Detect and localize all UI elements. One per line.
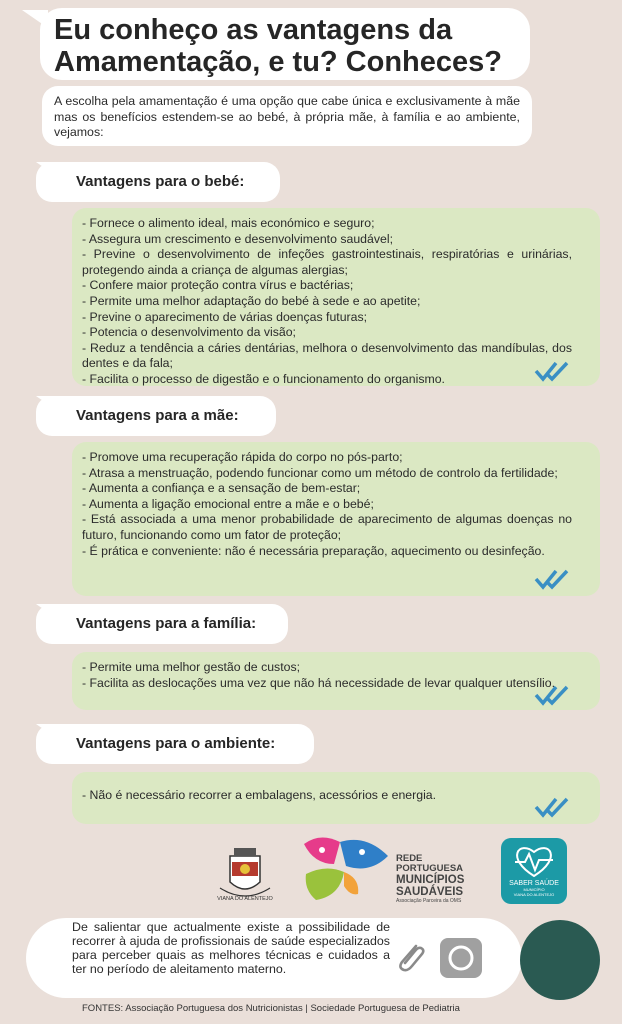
list-item: - Potencia o desenvolvimento da visão; <box>82 325 296 340</box>
list-item: - Permite uma melhor gestão de custos; <box>82 660 301 674</box>
rede-line-4: SAUDÁVEIS <box>396 886 464 898</box>
list-item: - Atrasa a menstruação, podendo funcionar como um método de controlo da fertilidade; <box>82 465 558 480</box>
paperclip-icon[interactable] <box>392 940 428 976</box>
crest-caption: VIANA DO ALENTEJO <box>217 896 273 902</box>
double-check-icon <box>534 684 570 706</box>
list-item: - Assegura um crescimento e desenvolvimento saudável; <box>82 231 393 246</box>
section-ambiente-title: Vantagens para o ambiente: <box>36 724 314 764</box>
list-item: - Aumenta a ligação emocional entre a mãe e o bebé; <box>82 496 374 511</box>
rede-line-1: REDE <box>396 853 423 864</box>
camera-icon[interactable] <box>440 938 482 978</box>
list-item: - Reduz a tendência a cáries dentárias, melhora o desenvolvimento das mandíbulas, dos dentes e da fala; <box>82 340 572 371</box>
list-item: - Facilita o processo de digestão e o funcionamento do organismo. <box>82 371 445 386</box>
section-mae-title: Vantagens para a mãe: <box>36 396 276 436</box>
title-bubble-tail <box>22 10 48 28</box>
footer-message-text: De salientar que actualmente existe a possibilidade de recorrer à ajuda de profissionais de saúde especializados para perceber quais as melhores técnicas e cuidados a ter no período de aleitamento materno. <box>72 920 390 976</box>
title-line-2: Amamentação, e tu? Conheces? <box>54 46 502 78</box>
list-item: - Confere maior proteção contra vírus e bactérias; <box>82 278 354 293</box>
section-ambiente-list <box>72 772 600 824</box>
intro-text: A escolha pela amamentação é uma opção que cabe única e exclusivamente à mãe mas os benefícios estendem-se ao bebé, à própria mãe, à família e ao ambiente, vejamos: <box>54 94 520 139</box>
sources-text: FONTES: Associação Portuguesa dos Nutricionistas | Sociedade Portuguesa de Pediatria <box>82 1003 460 1014</box>
double-check-icon <box>534 568 570 590</box>
list-item: - Facilita as deslocações uma vez que não há necessidade de levar qualquer utensílio. <box>82 675 556 690</box>
list-item: - Promove uma recuperação rápida do corpo no pós-parto; <box>82 450 403 464</box>
list-item: - É prática e conveniente: não é necessária preparação, aquecimento ou desinfeção. <box>82 543 545 558</box>
rede-line-2: PORTUGUESA <box>396 863 464 874</box>
heart-pulse-icon <box>511 844 557 878</box>
rede-municipios-saudaveis-logo <box>300 834 490 906</box>
list-item: - Previne o aparecimento de várias doenças futuras; <box>82 309 368 324</box>
list-item: - Previne o desenvolvimento de infeções gastrointestinais, respiratórias e urinárias, protegendo ainda a criança de algumas alergias; <box>82 247 572 277</box>
section-bebe-title: Vantagens para o bebé: <box>36 162 280 202</box>
list-item: - Não é necessário recorrer a embalagens, acessórios e energia. <box>82 788 437 802</box>
list-item: - Aumenta a confiança e a sensação de bem-estar; <box>82 481 361 496</box>
section-bebe-list <box>72 208 600 386</box>
list-item: - Permite uma melhor adaptação do bebé à sede e ao apetite; <box>82 293 421 308</box>
title-bubble <box>40 8 530 80</box>
send-button[interactable] <box>520 920 600 1000</box>
camera-lens-icon <box>440 938 482 978</box>
rede-butterfly-icon <box>300 834 392 906</box>
double-check-icon <box>534 796 570 818</box>
double-check-icon <box>534 360 570 382</box>
viana-do-alentejo-crest-logo <box>210 838 280 908</box>
saber-line-2: MUNICÍPIO <box>523 887 545 892</box>
rede-line-3: MUNICÍPIOS <box>396 874 465 886</box>
saber-line-3: VIANA DO ALENTEJO <box>513 892 555 897</box>
title-line-1: Eu conheço as vantagens da <box>54 14 453 46</box>
list-item: - Está associada a uma menor probabilidade de aparecimento de algumas doenças no futuro, funcionando como um fator de proteção; <box>82 512 572 542</box>
saber-saude-logo <box>501 838 567 904</box>
section-familia-list <box>72 652 600 710</box>
saber-line-1: SABER SAÚDE <box>509 880 559 887</box>
intro-bubble <box>42 86 532 146</box>
section-mae-list <box>72 442 600 596</box>
list-item: - Fornece o alimento ideal, mais económico e seguro; <box>82 216 375 230</box>
section-familia-title: Vantagens para a família: <box>36 604 288 644</box>
rede-line-5: Associação Parceira da OMS <box>396 898 462 904</box>
